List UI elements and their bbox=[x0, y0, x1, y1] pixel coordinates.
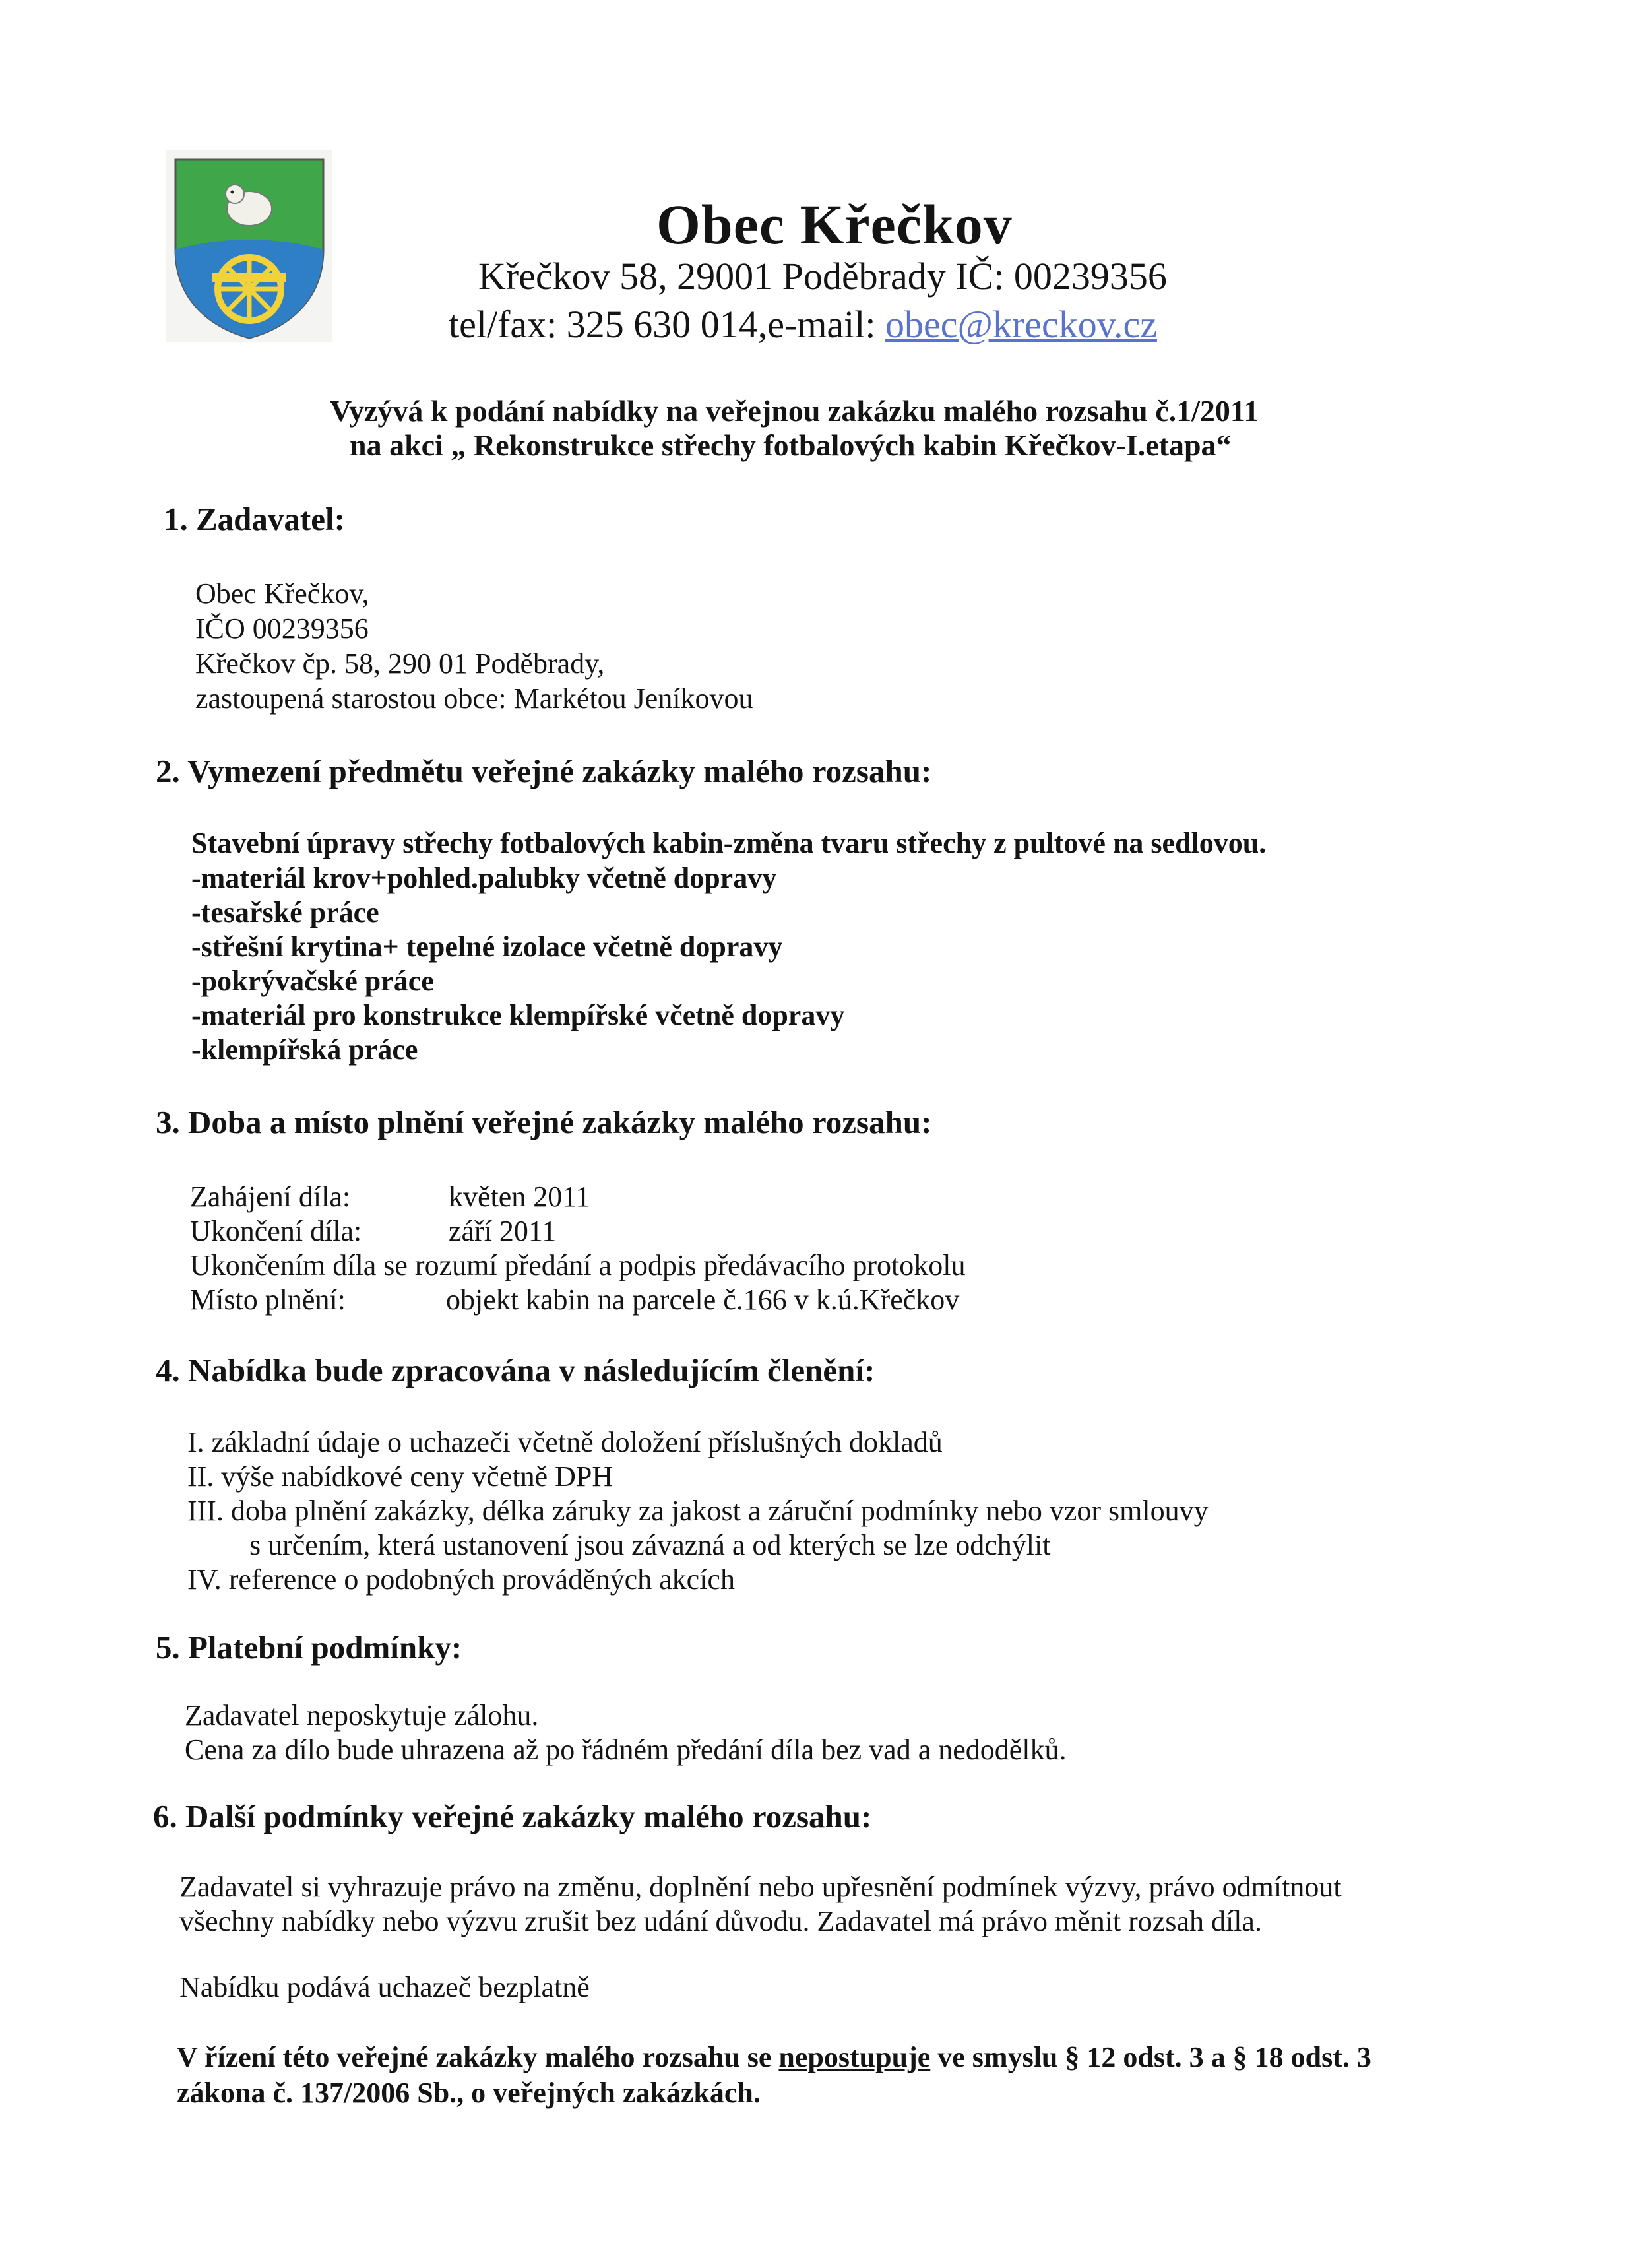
payment-line-2: Cena za dílo bude uhrazena až po řádném předání díla bez vad a nedodělků. bbox=[185, 1733, 1067, 1766]
section-4-heading: 4. Nabídka bude zpracována v následujícím členění: bbox=[156, 1352, 875, 1388]
start-label: Zahájení díla: bbox=[190, 1181, 351, 1213]
email-link[interactable]: obec@kreckov.cz bbox=[885, 303, 1157, 346]
contracting-authority-name: Obec Křečkov, bbox=[195, 577, 369, 610]
end-label: Ukončení díla: bbox=[190, 1215, 362, 1247]
scope-line-3: -tesařské práce bbox=[191, 896, 379, 928]
scope-line-6: -materiál pro konstrukce klempířské včetně dopravy bbox=[191, 999, 845, 1031]
offer-item-3: III. doba plnění zakázky, délka záruky za jakost a záruční podmínky nebo vzor smlouvy bbox=[187, 1495, 1209, 1527]
scope-line-7: -klempířská práce bbox=[191, 1033, 418, 1066]
start-value: květen 2011 bbox=[449, 1181, 590, 1213]
conditions-line-1: Zadavatel si vyhrazuje právo na změnu, doplnění nebo upřesnění podmínek výzvy, právo odmítnout bbox=[179, 1871, 1342, 1903]
offer-item-1: I. základní údaje o uchazeči včetně doložení příslušných dokladů bbox=[187, 1426, 943, 1458]
scope-line-2: -materiál krov+pohled.palubky včetně dopravy bbox=[191, 862, 777, 894]
municipal-coat-of-arms-icon bbox=[166, 150, 332, 342]
scope-line-4: -střešní krytina+ tepelné izolace včetně dopravy bbox=[191, 930, 783, 963]
end-value: září 2011 bbox=[449, 1215, 557, 1247]
section-3-heading: 3. Doba a místo plnění veřejné zakázky malého rozsahu: bbox=[156, 1104, 932, 1140]
scope-line-5: -pokrývačské práce bbox=[191, 965, 434, 997]
offer-item-2: II. výše nabídkové ceny včetně DPH bbox=[187, 1460, 614, 1493]
contracting-authority-representative: zastoupená starostou obce: Markétou Jeníkovou bbox=[195, 682, 753, 715]
legal-statement-line-2: zákona č. 137/2006 Sb., o veřejných zakázkách. bbox=[177, 2077, 761, 2109]
contact-prefix: tel/fax: 325 630 014,e-mail: bbox=[449, 303, 886, 346]
contact-line bbox=[449, 302, 1157, 346]
section-5-heading: 5. Platební podmínky: bbox=[156, 1629, 462, 1666]
municipality-title: Obec Křečkov bbox=[656, 193, 1013, 256]
conditions-line-2: všechny nabídky nebo výzvu zrušit bez udání důvodu. Zadavatel má právo měnit rozsah díla. bbox=[179, 1905, 1262, 1937]
completion-note: Ukončením díla se rozumí předání a podpis předávacího protokolu bbox=[190, 1249, 966, 1281]
contracting-authority-ico: IČO 00239356 bbox=[195, 612, 369, 645]
legal-statement-underlined: nepostupuje bbox=[778, 2041, 931, 2073]
legal-statement-post: ve smyslu § 12 odst. 3 a § 18 odst. 3 bbox=[930, 2041, 1371, 2073]
invitation-line-1: Vyzývá k podání nabídky na veřejnou zakázku malého rozsahu č.1/2011 bbox=[330, 394, 1259, 428]
legal-statement-line-1 bbox=[177, 2040, 1371, 2074]
payment-line-1: Zadavatel neposkytuje zálohu. bbox=[185, 1699, 539, 1732]
section-6-heading: 6. Další podmínky veřejné zakázky malého rozsahu: bbox=[153, 1798, 872, 1834]
legal-statement-pre: V řízení této veřejné zakázky malého rozsahu se bbox=[177, 2041, 779, 2073]
offer-item-4: IV. reference o podobných prováděných akcích bbox=[187, 1563, 735, 1596]
place-label: Místo plnění: bbox=[190, 1283, 346, 1316]
offer-item-3-continued: s určením, která ustanovení jsou závazná a od kterých se lze odchýlit bbox=[249, 1529, 1051, 1561]
free-of-charge-note: Nabídku podává uchazeč bezplatně bbox=[179, 1971, 590, 2003]
scope-line-1: Stavební úpravy střechy fotbalových kabin-změna tvaru střechy z pultové na sedlovou. bbox=[191, 827, 1267, 859]
address-line: Křečkov 58, 29001 Poděbrady IČ: 00239356 bbox=[478, 255, 1167, 298]
invitation-line-2: na akci „ Rekonstrukce střechy fotbalových kabin Křečkov-I.etapa“ bbox=[350, 428, 1232, 462]
section-2-heading: 2. Vymezení předmětu veřejné zakázky malého rozsahu: bbox=[156, 753, 932, 789]
section-1-heading: 1. Zadavatel: bbox=[164, 501, 345, 537]
place-value: objekt kabin na parcele č.166 v k.ú.Křečkov bbox=[446, 1283, 960, 1316]
contracting-authority-address: Křečkov čp. 58, 290 01 Poděbrady, bbox=[195, 647, 605, 680]
